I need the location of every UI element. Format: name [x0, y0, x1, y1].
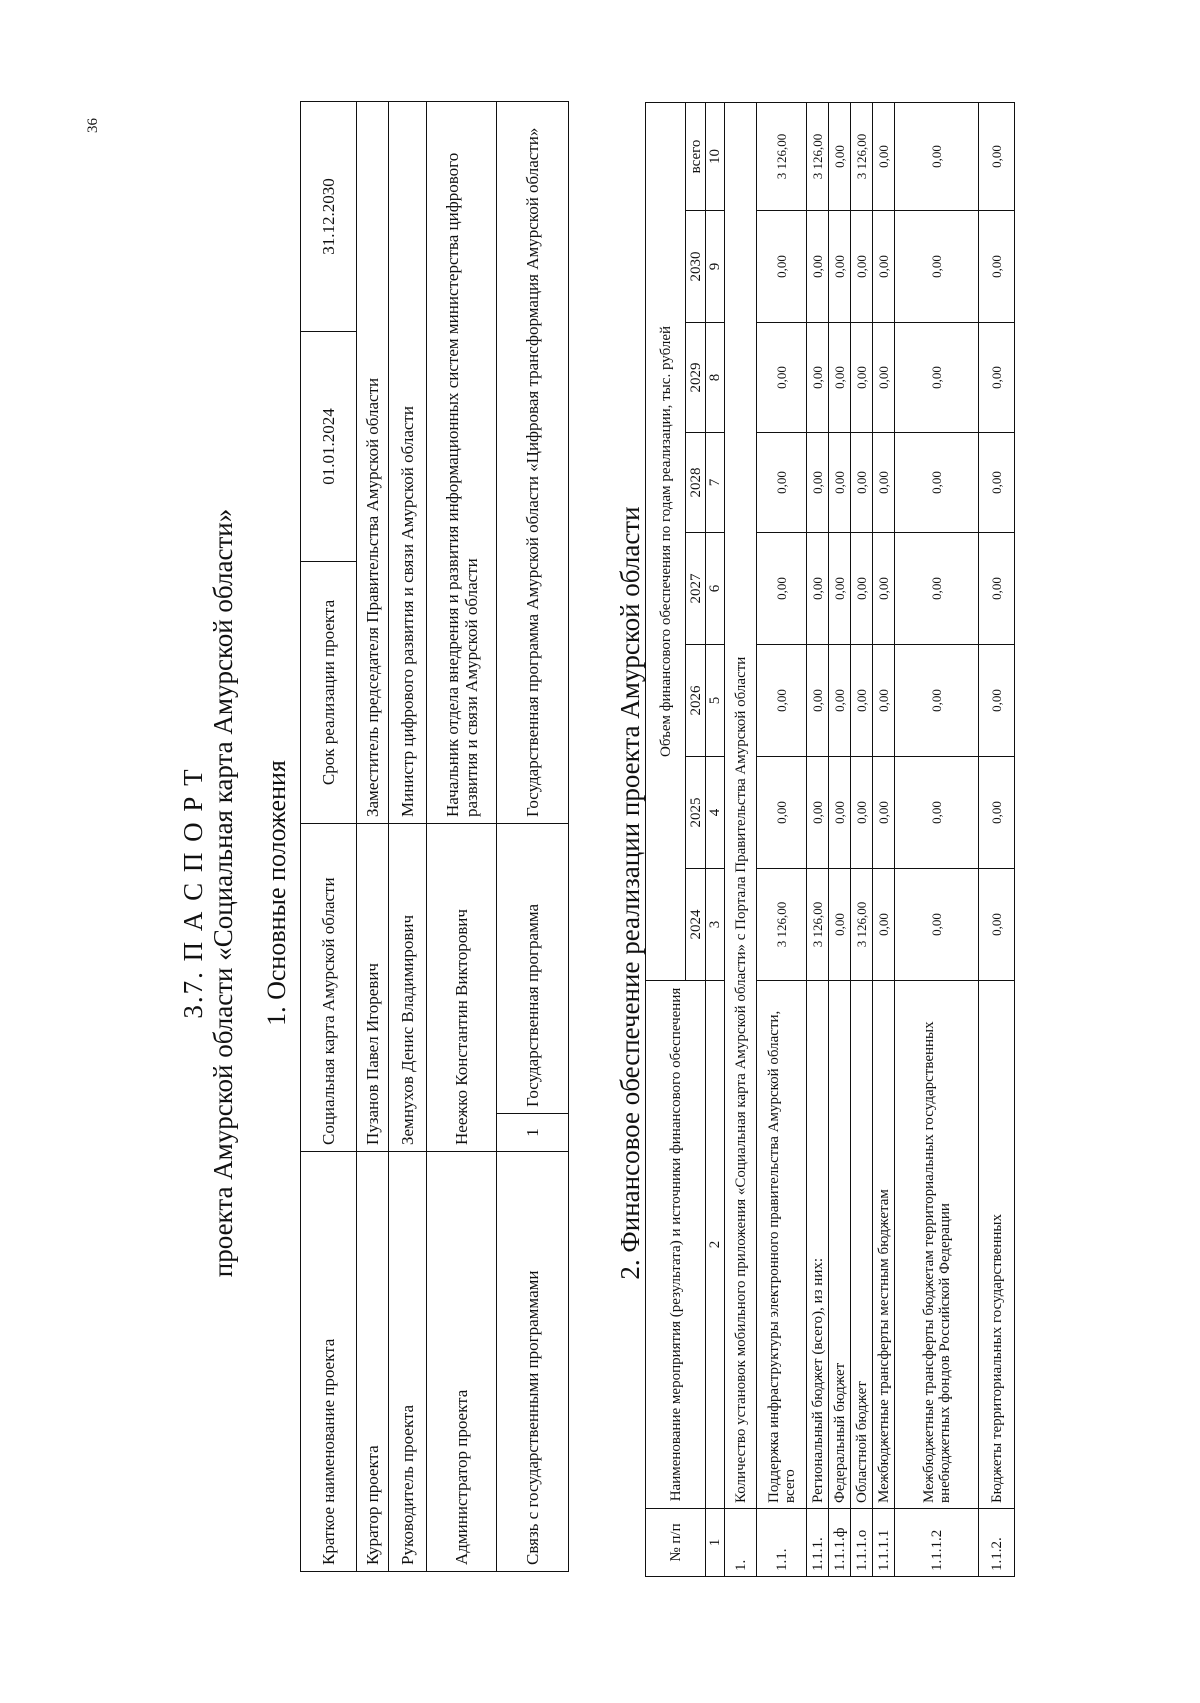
link-value: Государственная программа Амурской области «Цифровая трансформация Амурской области»	[497, 102, 569, 824]
link-label: Связь с государственными программами	[497, 1152, 569, 1572]
amount-cell: 0,00	[807, 211, 829, 323]
year-header: 2028	[686, 433, 706, 533]
column-number: 5	[706, 645, 725, 757]
amount-cell: 0,00	[895, 323, 979, 433]
row-name: Региональный бюджет (всего), из них:	[807, 981, 829, 1509]
amount-cell: 0,00	[829, 757, 851, 869]
amount-cell: 0,00	[979, 433, 1015, 533]
amount-cell: 0,00	[757, 433, 807, 533]
table-row	[851, 102, 873, 1576]
column-number: 10	[706, 102, 725, 210]
table-row	[979, 102, 1015, 1576]
amount-cell: 0,00	[851, 323, 873, 433]
amount-cell: 0,00	[979, 533, 1015, 645]
amount-cell: 3 126,00	[807, 869, 829, 981]
table-row	[497, 102, 569, 1572]
row-number: 1.1.	[757, 1509, 807, 1577]
table-row	[873, 102, 895, 1576]
amount-cell: 0,00	[851, 533, 873, 645]
amount-cell: 0,00	[829, 102, 851, 210]
period-start: 01.01.2024	[301, 332, 357, 562]
head-position: Министр цифрового развития и связи Амурской области	[389, 102, 427, 824]
table-row	[807, 102, 829, 1576]
column-number: 6	[706, 533, 725, 645]
amount-cell: 0,00	[807, 757, 829, 869]
amount-cell: 0,00	[829, 211, 851, 323]
admin-position: Начальник отдела внедрения и развития информационных систем министерства цифрового развития и связи Амурской области	[427, 102, 497, 824]
row-name: Областной бюджет	[851, 981, 873, 1509]
year-header: 2024	[686, 869, 706, 981]
amount-cell: 3 126,00	[757, 102, 807, 210]
amount-cell: 0,00	[807, 533, 829, 645]
admin-name: Неежко Константин Викторович	[427, 824, 497, 1152]
amount-cell: 0,00	[873, 211, 895, 323]
amount-cell: 0,00	[757, 645, 807, 757]
page-number: 36	[85, 118, 101, 133]
row-number: 1.1.1.ф	[829, 1509, 851, 1577]
head-label: Руководитель проекта	[389, 1152, 427, 1572]
short-name-value: Социальная карта Амурской области	[301, 824, 357, 1152]
year-header: 2030	[686, 211, 706, 323]
table-row	[357, 102, 389, 1572]
amount-cell: 0,00	[873, 433, 895, 533]
amount-cell: 0,00	[873, 757, 895, 869]
curator-label: Куратор проекта	[357, 1152, 389, 1572]
financing-table	[645, 102, 1015, 1577]
amount-cell: 0,00	[873, 645, 895, 757]
amount-cell: 3 126,00	[757, 869, 807, 981]
link-type: Государственная программа	[497, 824, 569, 1114]
amount-cell: 0,00	[829, 323, 851, 433]
amount-cell: 3 126,00	[807, 102, 829, 210]
row-number: 1.1.1.2	[895, 1509, 979, 1577]
document-subtitle: проекта Амурской области «Социальная карта Амурской области»	[208, 508, 238, 1278]
column-number: 1	[706, 1509, 725, 1577]
amount-cell: 0,00	[807, 645, 829, 757]
amount-cell: 0,00	[757, 757, 807, 869]
period-label: Срок реализации проекта	[301, 562, 357, 824]
amount-cell: 0,00	[807, 433, 829, 533]
year-header: всего	[686, 102, 706, 210]
amount-cell: 0,00	[895, 757, 979, 869]
curator-position: Заместитель председателя Правительства Амурской области	[357, 102, 389, 824]
main-provisions-table	[300, 101, 569, 1572]
table-row	[389, 102, 427, 1572]
amount-cell: 0,00	[895, 645, 979, 757]
amount-cell: 0,00	[979, 645, 1015, 757]
amount-cell: 0,00	[895, 869, 979, 981]
document-title: 3.7. П А С П О Р Т	[178, 767, 208, 1019]
section-1-heading: 1. Основные положения	[262, 760, 291, 1026]
header-volume: Объем финансового обеспечения по годам реализации, тыс. рублей	[646, 102, 686, 980]
amount-cell: 0,00	[757, 211, 807, 323]
financing-table-body	[646, 102, 1015, 1576]
amount-cell: 0,00	[895, 433, 979, 533]
row-name: Межбюджетные трансферты бюджетам территориальных государственных внебюджетных фондов Российской Федерации	[895, 981, 979, 1509]
amount-cell: 0,00	[757, 323, 807, 433]
amount-cell: 0,00	[851, 645, 873, 757]
row-number: 1.1.2.	[979, 1509, 1015, 1577]
row-name: Поддержка инфраструктуры электронного правительства Амурской области, всего	[757, 981, 807, 1509]
amount-cell: 0,00	[979, 102, 1015, 210]
table-row	[301, 102, 357, 1572]
amount-cell: 0,00	[895, 102, 979, 210]
column-number: 2	[706, 981, 725, 1509]
amount-cell: 0,00	[895, 211, 979, 323]
column-number: 3	[706, 869, 725, 981]
amount-cell: 0,00	[851, 433, 873, 533]
column-number: 7	[706, 433, 725, 533]
row-name: Федеральный бюджет	[829, 981, 851, 1509]
link-num: 1	[497, 1114, 569, 1152]
amount-cell: 0,00	[829, 533, 851, 645]
table-row	[427, 102, 497, 1572]
header-num: № п/п	[646, 1509, 706, 1577]
row-name: Бюджеты территориальных государственных	[979, 981, 1015, 1509]
year-header: 2026	[686, 645, 706, 757]
table-row	[757, 102, 807, 1576]
table-row	[829, 102, 851, 1576]
short-name-label: Краткое наименование проекта	[301, 1152, 357, 1572]
year-header: 2029	[686, 323, 706, 433]
year-header: 2027	[686, 533, 706, 645]
amount-cell: 0,00	[979, 869, 1015, 981]
year-header: 2025	[686, 757, 706, 869]
amount-cell: 3 126,00	[851, 869, 873, 981]
amount-cell: 0,00	[873, 869, 895, 981]
amount-cell: 0,00	[873, 102, 895, 210]
header-name: Наименование мероприятия (результата) и источники финансового обеспечения	[646, 981, 706, 1509]
amount-cell: 0,00	[757, 533, 807, 645]
amount-cell: 0,00	[807, 323, 829, 433]
amount-cell: 0,00	[829, 433, 851, 533]
column-number: 8	[706, 323, 725, 433]
amount-cell: 0,00	[873, 533, 895, 645]
row-number: 1.1.1.	[807, 1509, 829, 1577]
amount-cell: 0,00	[851, 211, 873, 323]
amount-cell: 0,00	[979, 323, 1015, 433]
section-2-heading: 2. Финансовое обеспечение реализации проекта Амурской области	[615, 506, 645, 1280]
amount-cell: 0,00	[851, 757, 873, 869]
group-num: 1.	[725, 1509, 757, 1577]
head-name: Земнухов Денис Владимирович	[389, 824, 427, 1152]
column-numbers-row	[706, 102, 725, 1576]
column-number: 9	[706, 211, 725, 323]
table-row	[895, 102, 979, 1576]
header-row	[646, 102, 686, 1576]
period-end: 31.12.2030	[301, 102, 357, 332]
amount-cell: 0,00	[895, 533, 979, 645]
row-number: 1.1.1.о	[851, 1509, 873, 1577]
amount-cell: 0,00	[829, 869, 851, 981]
group-row	[725, 102, 757, 1576]
admin-label: Администратор проекта	[427, 1152, 497, 1572]
amount-cell: 0,00	[979, 757, 1015, 869]
curator-name: Пузанов Павел Игоревич	[357, 824, 389, 1152]
row-name: Межбюджетные трансферты местным бюджетам	[873, 981, 895, 1509]
amount-cell: 0,00	[873, 323, 895, 433]
amount-cell: 0,00	[979, 211, 1015, 323]
amount-cell: 3 126,00	[851, 102, 873, 210]
row-number: 1.1.1.1	[873, 1509, 895, 1577]
group-text: Количество установок мобильного приложения «Социальная карта Амурской области» с Портала Правительства Амурской области	[725, 102, 757, 1508]
amount-cell: 0,00	[829, 645, 851, 757]
column-number: 4	[706, 757, 725, 869]
